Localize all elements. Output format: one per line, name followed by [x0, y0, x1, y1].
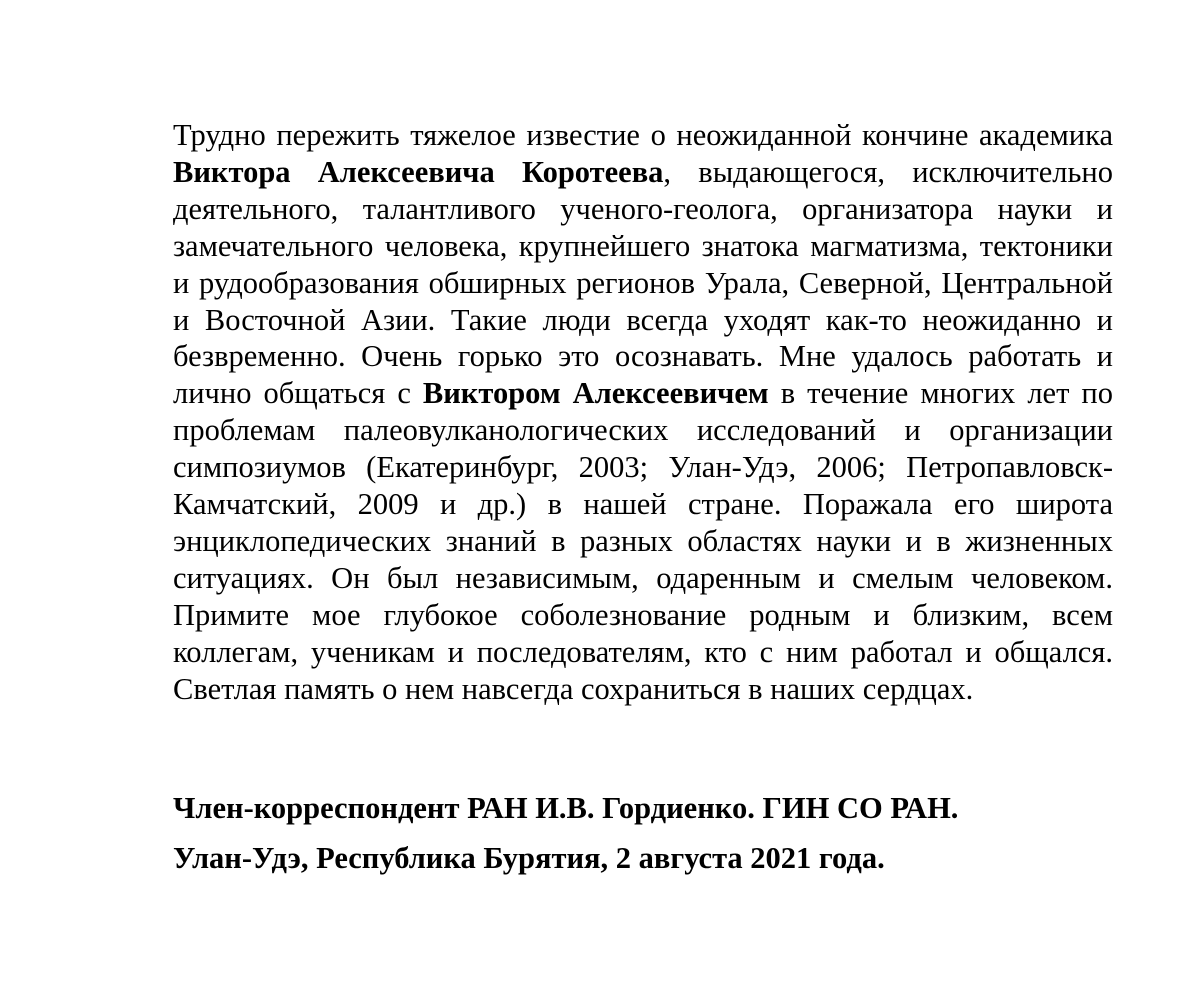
- text-segment: , выдающегося, исключительно деятельного, талантливого ученого-геолога, организатора науки и замечательного человека, крупнейшего знатока магматизма, тектоники и рудообразования обширных регионов Урала, Северной, Центральной и Восточной Азии. Такие люди всегда уходят как-то неожиданно и безвременно. Очень горько это осознавать. Мне удалось работать и лично общаться с: [173, 154, 1113, 411]
- name-bold: Виктора Алексеевича Коротеева: [173, 154, 664, 189]
- name-bold: Виктором Алексеевичем: [422, 376, 769, 411]
- text-segment: в течение многих лет по проблемам палеовулканологических исследований и организации симпозиумов (Екатеринбург, 2003; Улан-Удэ, 2006; Петропавловск-Камчатский, 2009 и др.) в нашей стране. Поражала его широта энциклопедических знаний в разных областях науки и в жизненных ситуациях. Он был независимым, одаренным и смелым человеком. Примите мое глубокое соболезнование родным и близким, всем коллегам, ученикам и последователям, кто с ним работал и общался. Светлая память о нем навсегда сохраниться в наших сердцах.: [173, 376, 1113, 706]
- signature-author: Член-корреспондент РАН И.В. Гордиенко. ГИН СО РАН.: [173, 791, 959, 825]
- text-segment: Трудно пережить тяжелое известие о неожиданной кончине академика: [173, 118, 1113, 152]
- condolence-paragraph: [173, 117, 1113, 708]
- signature-place-date: Улан-Удэ, Республика Бурятия, 2 августа 2021 года.: [173, 841, 885, 875]
